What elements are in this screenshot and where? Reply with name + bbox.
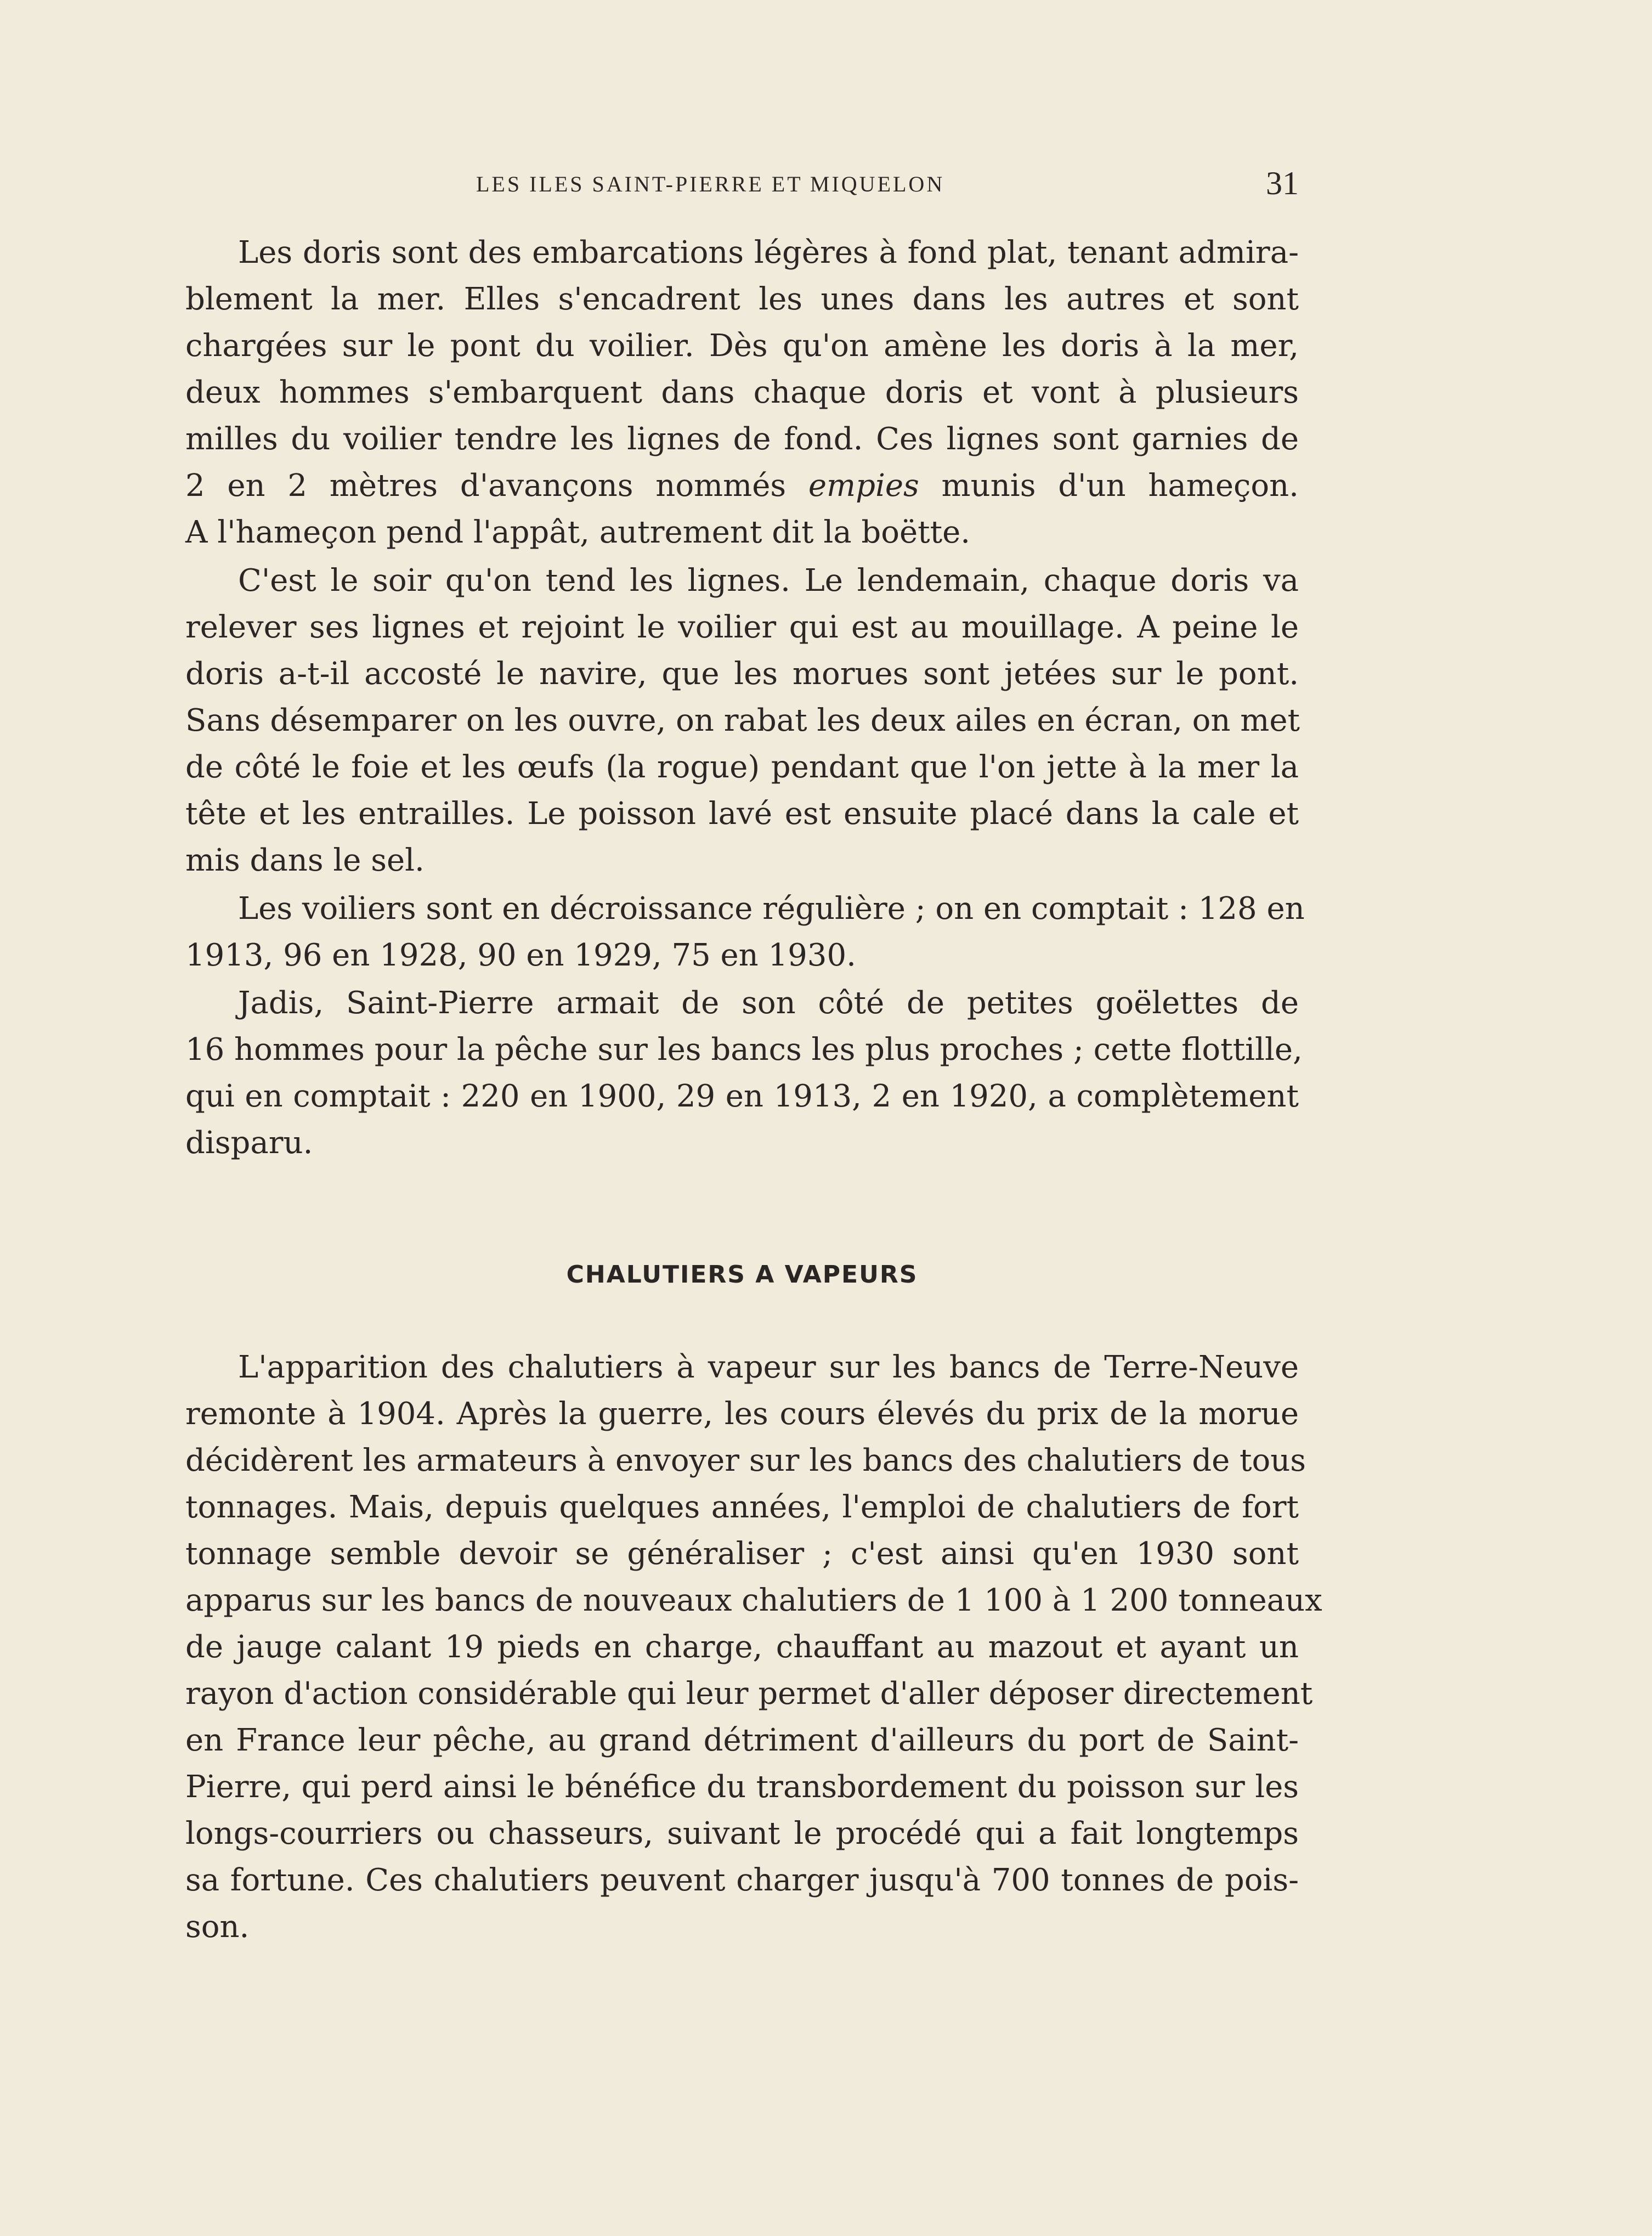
- text-line: qui en comptait : 220 en 1900, 29 en 1913, 2 en 1920, a complètement: [185, 1079, 1299, 1114]
- text-line: en France leur pêche, au grand détriment d'ailleurs du port de Saint-: [185, 1723, 1299, 1758]
- text-line: son.: [185, 1909, 250, 1945]
- text-line: chargées sur le pont du voilier. Dès qu'on amène les doris à la mer,: [185, 328, 1299, 364]
- text-line: 16 hommes pour la pêche sur les bancs les plus proches ; cette flottille,: [185, 1032, 1303, 1068]
- text-line: tête et les entrailles. Le poisson lavé est ensuite placé dans la cale et: [185, 796, 1299, 832]
- text-run: 2 en 2 mètres d'avançons nommés: [185, 468, 808, 504]
- text-line: C'est le soir qu'on tend les lignes. Le lendemain, chaque doris va: [238, 563, 1299, 598]
- text-line: tonnage semble devoir se généraliser ; c'est ainsi qu'en 1930 sont: [185, 1536, 1299, 1572]
- text-line: blement la mer. Elles s'encadrent les unes dans les autres et sont: [185, 281, 1299, 317]
- text-line: apparus sur les bancs de nouveaux chalutiers de 1 100 à 1 200 tonneaux: [185, 1583, 1322, 1618]
- text-line: Jadis, Saint-Pierre armait de son côté de petites goëlettes de: [238, 985, 1299, 1021]
- text-line: Sans désemparer on les ouvre, on rabat les deux ailes en écran, on met: [185, 703, 1300, 738]
- page-number: 31: [1266, 165, 1299, 201]
- text-line: Pierre, qui perd ainsi le bénéfice du transbordement du poisson sur les: [185, 1769, 1299, 1805]
- text-line: remonte à 1904. Après la guerre, les cours élevés du prix de la morue: [185, 1396, 1299, 1432]
- section-heading: CHALUTIERS A VAPEURS: [566, 1261, 918, 1289]
- text-line: de jauge calant 19 pieds en charge, chauffant au mazout et ayant un: [185, 1629, 1299, 1665]
- text-line: disparu.: [185, 1125, 313, 1161]
- paragraph-chalutiers: [185, 1344, 1322, 1950]
- text-line: L'apparition des chalutiers à vapeur sur les bancs de Terre-Neuve: [238, 1349, 1299, 1385]
- text-line: Les voiliers sont en décroissance régulière ; on en comptait : 128 en: [238, 891, 1305, 927]
- paragraph-goelettes: [185, 980, 1303, 1166]
- text-line: [185, 462, 1299, 509]
- paragraph-doris: [185, 229, 1299, 556]
- text-line: rayon d'action considérable qui leur permet d'aller déposer directement: [185, 1676, 1313, 1712]
- running-header: [185, 165, 1299, 208]
- text-line: de côté le foie et les œufs (la rogue) pendant que l'on jette à la mer la: [185, 749, 1299, 785]
- text-line: mis dans le sel.: [185, 843, 425, 878]
- text-run: munis d'un hameçon.: [919, 468, 1299, 504]
- text-line: sa fortune. Ces chalutiers peuvent charger jusqu'à 700 tonnes de pois-: [185, 1862, 1299, 1898]
- paragraph-voiliers: [185, 885, 1305, 979]
- text-line: 1913, 96 en 1928, 90 en 1929, 75 en 1930.: [185, 938, 856, 973]
- text-line: A l'hameçon pend l'appât, autrement dit la boëtte.: [185, 515, 971, 550]
- italic-term: empies: [808, 468, 919, 504]
- text-line: tonnages. Mais, depuis quelques années, l'emploi de chalutiers de fort: [185, 1489, 1299, 1525]
- text-line: Les doris sont des embarcations légères à fond plat, tenant admira-: [238, 235, 1299, 270]
- text-line: deux hommes s'embarquent dans chaque doris et vont à plusieurs: [185, 375, 1299, 410]
- paragraph-lignes: [185, 557, 1299, 884]
- text-line: milles du voilier tendre les lignes de fond. Ces lignes sont garnies de: [185, 421, 1299, 457]
- text-line: doris a-t-il accosté le navire, que les morues sont jetées sur le pont.: [185, 656, 1299, 692]
- running-title: LES ILES SAINT-PIERRE ET MIQUELON: [476, 172, 945, 196]
- text-line: longs-courriers ou chasseurs, suivant le procédé qui a fait longtemps: [185, 1816, 1299, 1851]
- text-line: relever ses lignes et rejoint le voilier qui est au mouillage. A peine le: [185, 609, 1299, 645]
- text-line: décidèrent les armateurs à envoyer sur les bancs des chalutiers de tous: [185, 1443, 1306, 1478]
